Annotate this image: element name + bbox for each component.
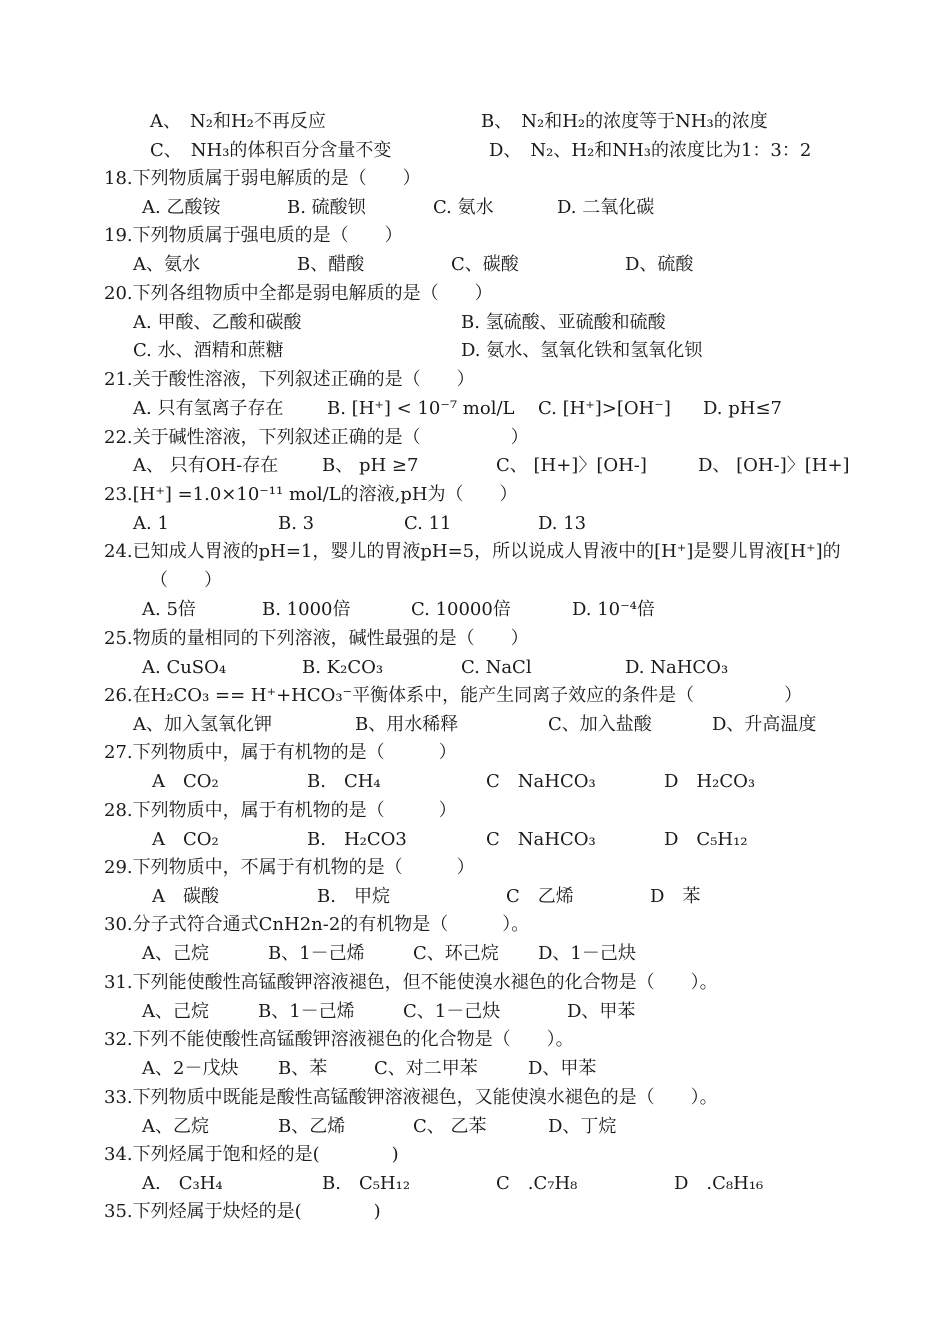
q17-option-a: A、 N₂和H₂不再反应 (150, 111, 326, 132)
q30-option-c: C、环己烷 (413, 943, 499, 964)
q29-stem: 29.下列物质中，不属于有机物的是（ ） (104, 857, 475, 878)
q32-option-d: D、甲苯 (528, 1058, 597, 1079)
q25-option-a: A. CuSO₄ (142, 657, 227, 678)
q33-option-a: A、乙烷 (142, 1116, 209, 1137)
q23-option-a: A. 1 (133, 513, 169, 534)
q29-option-d: D 苯 (650, 886, 701, 907)
q26-option-b: B、用水稀释 (355, 714, 459, 735)
q18-option-d: D. 二氧化碳 (557, 197, 655, 218)
q24-option-c: C. 10000倍 (411, 599, 511, 620)
q34-option-d: D .C₈H₁₆ (674, 1173, 764, 1194)
q18-option-a: A. 乙酸铵 (142, 197, 221, 218)
q28-option-b: B. H₂CO3 (307, 829, 407, 850)
q30-option-d: D、1－己炔 (538, 943, 636, 964)
q34-stem: 34.下列烃属于饱和烃的是( ) (104, 1144, 399, 1165)
q31-option-d: D、甲苯 (567, 1001, 636, 1022)
q30-stem: 30.分子式符合通式CnH2n-2的有机物是（ ）。 (104, 914, 530, 935)
q33-stem: 33.下列物质中既能是酸性高锰酸钾溶液褪色，又能使溴水褪色的是（ ）。 (104, 1087, 718, 1108)
q24-option-d: D. 10⁻⁴倍 (572, 599, 655, 620)
q22-option-c: C、 [H+]〉[OH-] (496, 455, 647, 476)
q18-option-c: C. 氨水 (433, 197, 494, 218)
q17-option-b: B、 N₂和H₂的浓度等于NH₃的浓度 (481, 111, 768, 132)
q28-option-d: D C₅H₁₂ (664, 829, 748, 850)
q24-option-b: B. 1000倍 (262, 599, 351, 620)
q32-stem: 32.下列不能使酸性高锰酸钾溶液褪色的化合物是（ ）。 (104, 1029, 574, 1050)
q21-stem: 21.关于酸性溶液，下列叙述正确的是（ ） (104, 369, 475, 390)
q21-option-c: C. [H⁺]>[OH⁻] (538, 398, 671, 419)
q27-option-b: B. CH₄ (307, 771, 381, 792)
q34-option-a: A. C₃H₄ (142, 1173, 223, 1194)
q23-option-d: D. 13 (538, 513, 587, 534)
q20-stem: 20.下列各组物质中全都是弱电解质的是（ ） (104, 283, 493, 304)
q25-stem: 25.物质的量相同的下列溶液，碱性最强的是（ ） (104, 628, 529, 649)
q26-option-d: D、升高温度 (712, 714, 817, 735)
q27-option-a: A CO₂ (152, 771, 219, 792)
q18-option-b: B. 硫酸钡 (287, 197, 366, 218)
q34-option-c: C .C₇H₈ (496, 1173, 578, 1194)
q31-option-c: C、1－己炔 (403, 1001, 501, 1022)
q28-option-a: A CO₂ (152, 829, 219, 850)
q19-option-d: D、硫酸 (625, 254, 694, 275)
q33-option-b: B、乙烯 (278, 1116, 346, 1137)
q21-option-d: D. pH≤7 (703, 398, 782, 419)
q23-option-c: C. 11 (404, 513, 452, 534)
q27-option-c: C NaHCO₃ (486, 771, 596, 792)
q31-option-a: A、己烷 (142, 1001, 209, 1022)
q19-stem: 19.下列物质属于强电质的是（ ） (104, 225, 403, 246)
q25-option-b: B. K₂CO₃ (302, 657, 384, 678)
q21-option-a: A. 只有氢离子存在 (133, 398, 284, 419)
q20-option-c: C. 水、酒精和蔗糖 (133, 340, 284, 361)
q20-option-d: D. 氨水、氢氧化铁和氢氧化钡 (461, 340, 703, 361)
q31-option-b: B、1－己烯 (258, 1001, 355, 1022)
q32-option-b: B、苯 (278, 1058, 328, 1079)
q18-stem: 18.下列物质属于弱电解质的是（ ） (104, 168, 421, 189)
q24-option-a: A. 5倍 (142, 599, 196, 620)
q29-option-c: C 乙烯 (506, 886, 574, 907)
q17-option-c: C、 NH₃的体积百分含量不变 (150, 140, 392, 161)
q27-option-d: D H₂CO₃ (664, 771, 756, 792)
q21-option-b: B. [H⁺] < 10⁻⁷ mol/L (327, 398, 515, 419)
q30-option-b: B、1－己烯 (268, 943, 365, 964)
q29-option-a: A 碳酸 (152, 886, 219, 907)
q26-option-c: C、加入盐酸 (548, 714, 652, 735)
q34-option-b: B. C₅H₁₂ (322, 1173, 411, 1194)
q35-stem: 35.下列烃属于炔烃的是( ) (104, 1201, 381, 1222)
q26-stem: 26.在H₂CO₃ == H⁺+HCO₃⁻平衡体系中，能产生同离子效应的条件是（ ） (104, 685, 803, 706)
q19-option-c: C、碳酸 (451, 254, 519, 275)
q23-option-b: B. 3 (278, 513, 315, 534)
q17-option-d: D、 N₂、H₂和NH₃的浓度比为1：3：2 (489, 140, 812, 161)
q20-option-b: B. 氢硫酸、亚硫酸和硫酸 (461, 312, 666, 333)
q23-stem: 23.[H⁺] =1.0×10⁻¹¹ mol/L的溶液,pH为（ ） (104, 484, 518, 505)
q24-stem: 24.已知成人胃液的pH=1，婴儿的胃液pH=5，所以说成人胃液中的[H⁺]是婴儿胃液[H⁺]的 (104, 541, 841, 562)
q19-option-b: B、醋酸 (297, 254, 365, 275)
q22-option-b: B、 pH ≥7 (322, 455, 419, 476)
q25-option-c: C. NaCl (461, 657, 532, 678)
q33-option-c: C、 乙苯 (413, 1116, 487, 1137)
q25-option-d: D. NaHCO₃ (625, 657, 729, 678)
q22-stem: 22.关于碱性溶液，下列叙述正确的是（ ） (104, 427, 529, 448)
q28-stem: 28.下列物质中，属于有机物的是（ ） (104, 800, 457, 821)
q32-option-c: C、对二甲苯 (374, 1058, 478, 1079)
q20-option-a: A. 甲酸、乙酸和碳酸 (133, 312, 302, 333)
q32-option-a: A、2－戊炔 (142, 1058, 239, 1079)
q30-option-a: A、己烷 (142, 943, 209, 964)
q29-option-b: B. 甲烷 (317, 886, 390, 907)
q28-option-c: C NaHCO₃ (486, 829, 596, 850)
q26-option-a: A、加入氢氧化钾 (133, 714, 272, 735)
q31-stem: 31.下列能使酸性高锰酸钾溶液褪色，但不能使溴水褪色的化合物是（ ）。 (104, 972, 718, 993)
q27-stem: 27.下列物质中，属于有机物的是（ ） (104, 742, 457, 763)
q22-option-d: D、 [OH-]〉[H+] (698, 455, 850, 476)
q33-option-d: D、丁烷 (548, 1116, 617, 1137)
q22-option-a: A、 只有OH-存在 (133, 455, 279, 476)
q24-stem-continued: （ ） (150, 570, 222, 591)
q19-option-a: A、氨水 (133, 254, 200, 275)
